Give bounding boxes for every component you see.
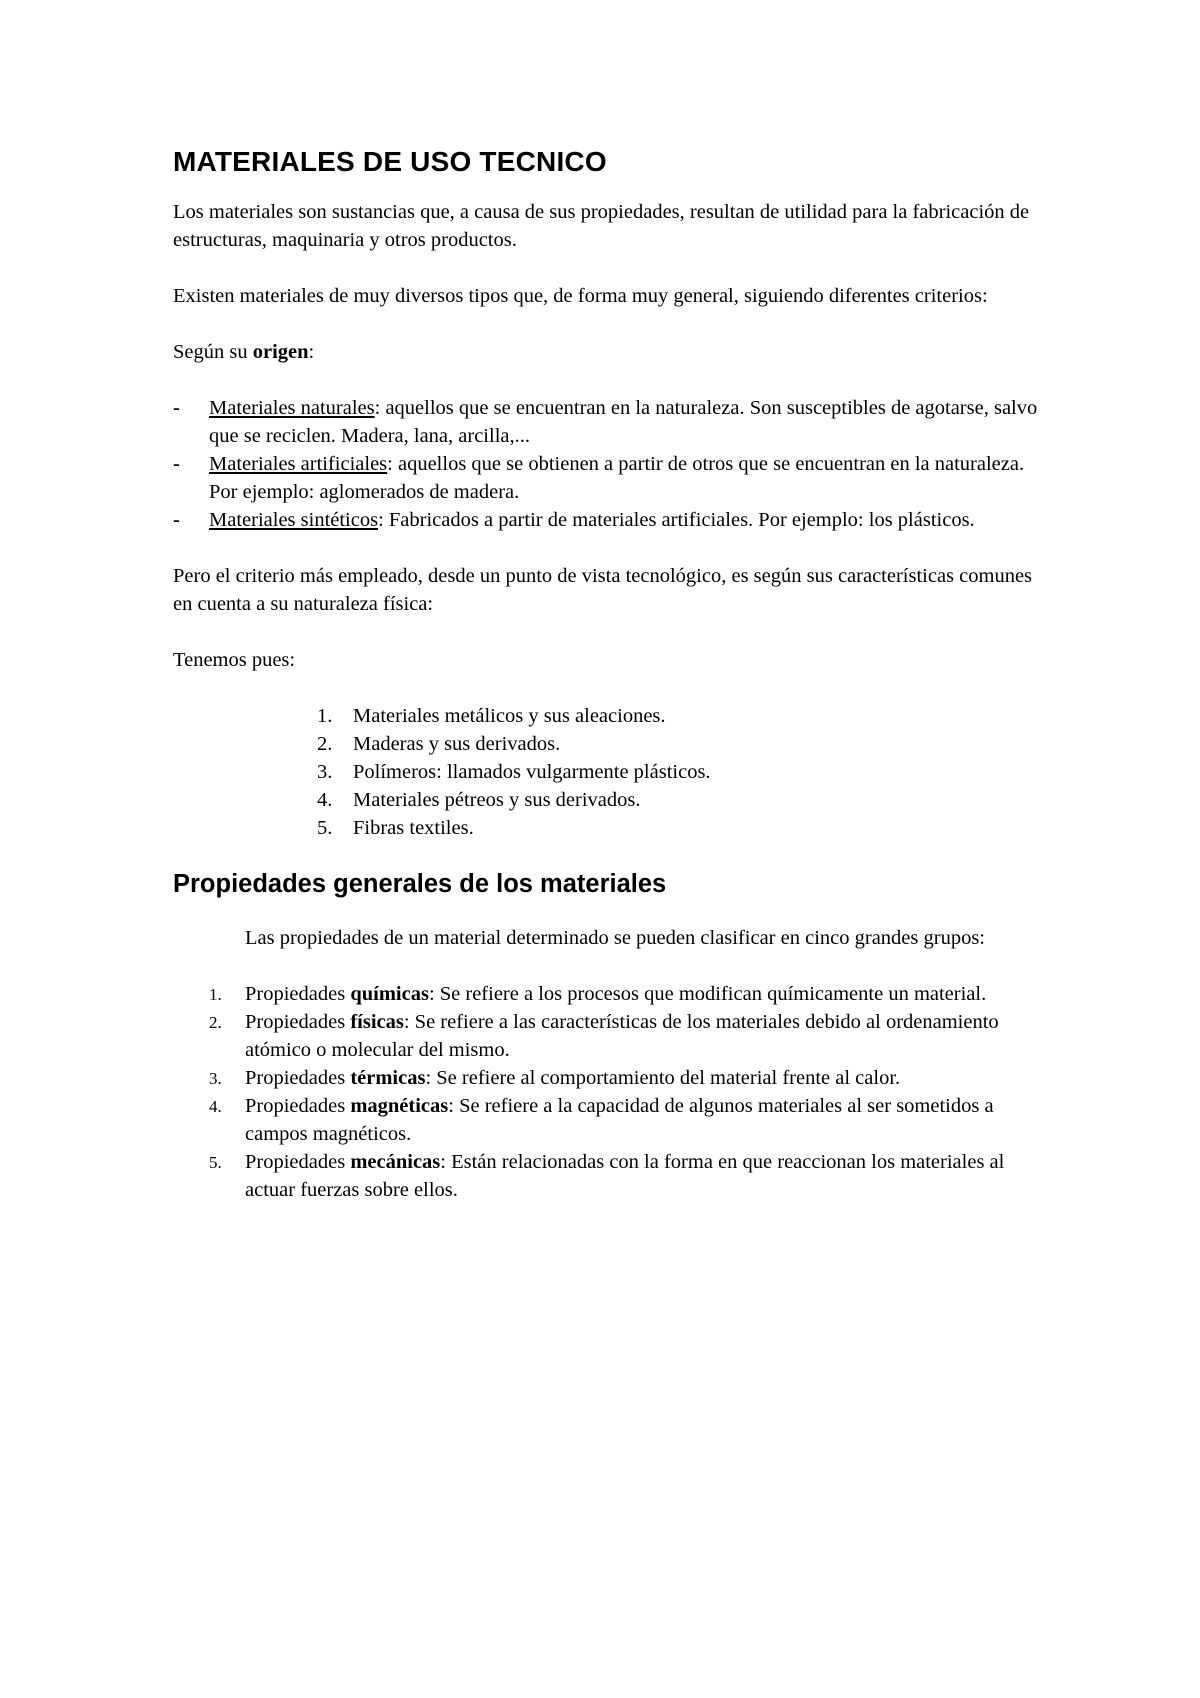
- document-body: [173, 142, 1053, 1204]
- list-item: [317, 786, 1053, 814]
- list-item: [317, 814, 1053, 842]
- list-item: [317, 702, 1053, 730]
- list-item-text: : Fabricados a partir de materiales artificiales. Por ejemplo: los plásticos.: [378, 509, 975, 531]
- list-item-term: Materiales artificiales: [209, 453, 388, 475]
- property-prefix: Propiedades: [245, 1151, 351, 1173]
- property-text: : Se refiere a los procesos que modifican químicamente un material.: [428, 983, 987, 1005]
- criterion-paragraph: Pero el criterio más empleado, desde un punto de vista tecnológico, es según sus características comunes en cuenta a su naturaleza física:: [173, 565, 1033, 615]
- list-item-text: Fibras textiles.: [353, 817, 474, 839]
- list-item: [173, 506, 1053, 534]
- property-prefix: Propiedades: [245, 983, 351, 1005]
- list-item: [173, 450, 1053, 506]
- list-number: 5.: [317, 817, 333, 839]
- spacer: [173, 618, 1053, 646]
- spacer: [173, 310, 1053, 338]
- list-number: 2.: [317, 733, 333, 755]
- origin-suffix: :: [308, 341, 315, 363]
- property-name: físicas: [350, 1011, 404, 1033]
- list-number: 2.: [209, 1013, 222, 1032]
- origin-heading: [173, 338, 1053, 366]
- dash-bullet: -: [173, 453, 180, 475]
- properties-list: [173, 980, 1053, 1204]
- spacer: [173, 952, 1053, 980]
- property-text: : Se refiere a las características de los materiales debido al ordenamiento atómico o molecular del mismo.: [245, 1011, 999, 1061]
- spacer: [173, 254, 1053, 282]
- material-types-list: [173, 702, 1053, 842]
- list-item-text: : aquellos que se encuentran en la naturaleza. Son susceptibles de agotarse, salvo que se reciclen. Madera, lana, arcilla,...: [209, 397, 1038, 447]
- property-prefix: Propiedades: [245, 1011, 351, 1033]
- list-number: 1.: [209, 985, 222, 1004]
- origin-prefix: Según su: [173, 341, 253, 363]
- property-text: : Se refiere al comportamiento del material frente al calor.: [425, 1067, 901, 1089]
- property-text: : Están relacionadas con la forma en que reaccionan los materiales al actuar fuerzas sobre ellos.: [245, 1151, 1005, 1201]
- spacer: [173, 366, 1053, 394]
- spacer: [173, 902, 1053, 924]
- list-item-text: Polímeros: llamados vulgarmente plásticos.: [353, 761, 711, 783]
- page-title: MATERIALES DE USO TECNICO: [173, 146, 607, 177]
- property-name: químicas: [350, 983, 429, 1005]
- list-item-text: Materiales pétreos y sus derivados.: [353, 789, 641, 811]
- section-heading: Propiedades generales de los materiales: [173, 870, 667, 898]
- list-item-term: Materiales sintéticos: [209, 509, 379, 531]
- tenemos-paragraph: Tenemos pues:: [173, 649, 296, 671]
- list-item: [317, 758, 1053, 786]
- section-intro-paragraph: Las propiedades de un material determinado se pueden clasificar en cinco grandes grupos:: [245, 927, 985, 949]
- origin-bold-term: origen: [252, 341, 309, 363]
- list-number: 4.: [317, 789, 333, 811]
- intro-paragraph-1: Los materiales son sustancias que, a causa de sus propiedades, resultan de utilidad para la fabricación de estructuras, maquinaria y otros productos.: [173, 201, 1030, 251]
- dash-bullet: -: [173, 509, 180, 531]
- list-item: [209, 1148, 1053, 1204]
- list-number: 3.: [317, 761, 333, 783]
- spacer: [173, 674, 1053, 702]
- list-number: 3.: [209, 1069, 222, 1088]
- spacer: [173, 182, 1053, 198]
- property-prefix: Propiedades: [245, 1095, 351, 1117]
- list-item-text: : aquellos que se obtienen a partir de otros que se encuentran en la naturaleza. Por ejemplo: aglomerados de madera.: [209, 453, 1025, 503]
- list-item: [173, 394, 1053, 450]
- list-number: 4.: [209, 1097, 222, 1116]
- list-item-text: Maderas y sus derivados.: [353, 733, 561, 755]
- list-number: 1.: [317, 705, 333, 727]
- intro-paragraph-2: Existen materiales de muy diversos tipos que, de forma muy general, siguiendo diferentes criterios:: [173, 285, 988, 307]
- spacer: [173, 842, 1053, 866]
- property-name: mecánicas: [350, 1151, 441, 1173]
- spacer: [173, 534, 1053, 562]
- list-item: [209, 980, 1053, 1008]
- list-item-term: Materiales naturales: [209, 397, 375, 419]
- list-item: [317, 730, 1053, 758]
- property-text: : Se refiere a la capacidad de algunos materiales al ser sometidos a campos magnéticos.: [245, 1095, 994, 1145]
- dash-bullet: -: [173, 397, 180, 419]
- list-item: [209, 1064, 1053, 1092]
- list-number: 5.: [209, 1153, 222, 1172]
- property-name: magnéticas: [350, 1095, 449, 1117]
- property-prefix: Propiedades: [245, 1067, 351, 1089]
- list-item: [209, 1092, 1053, 1148]
- origin-list: [173, 394, 1053, 534]
- list-item: [209, 1008, 1053, 1064]
- property-name: térmicas: [350, 1067, 426, 1089]
- list-item-text: Materiales metálicos y sus aleaciones.: [353, 705, 666, 727]
